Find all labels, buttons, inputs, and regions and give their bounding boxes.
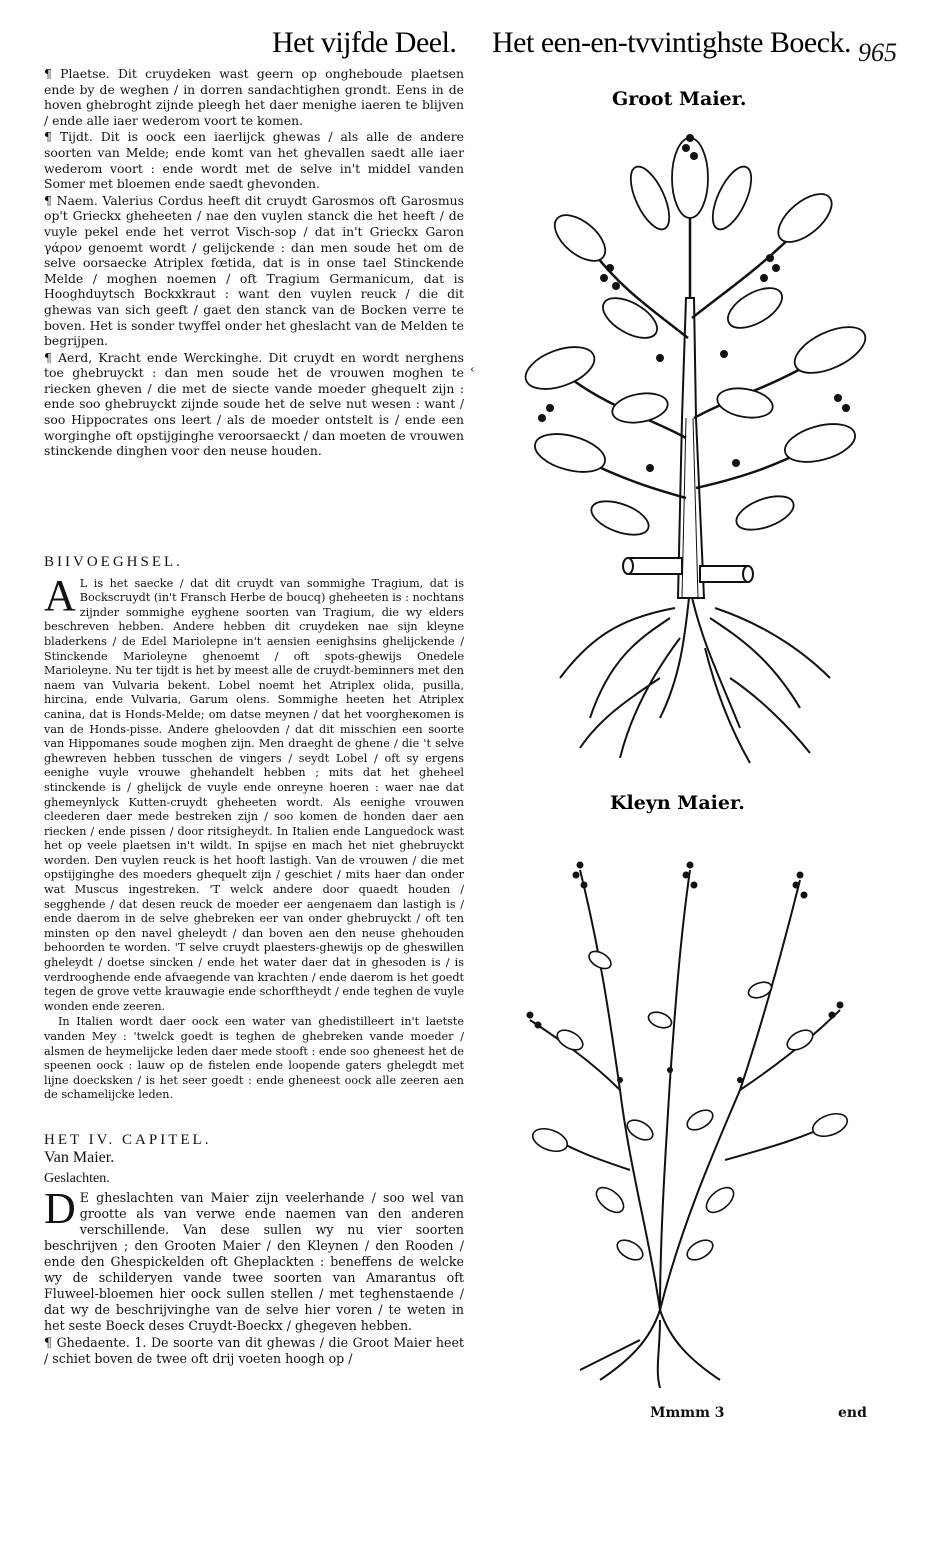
paragraph-naem: ¶ Naem. Valerius Cordus heeft dit cruydt Garosmos oft Garosmus op't Grieckx gheheeten / nae den vuylen stanck die het heeft / de vuyle pekel ende het verrot Visch-sop / dat in't Grieckx Garon γάρον genoemt wordt / gelijckende : dan men soude het om de selve oorsaecke Atriplex fœtida, dat is in onse tael Stinckende Melde / moghen noemen / oft Tragium Germanicum, dat is Hooghduytsch Bockxkraut : want den vuylen reuck / die dit ghewas van sich geeft / gaet den stanck van de Bocken verre te boven. Het is sonder twyffel onder het gheslacht van de Melden te begrijpen.	[44, 192, 464, 349]
running-head-left: Het vijfde Deel.	[272, 26, 457, 59]
chapter-heading: HET IV. CAPITEL.	[44, 1132, 212, 1148]
groot-maier-woodcut-icon	[500, 118, 880, 778]
drop-cap: D	[44, 1183, 76, 1233]
running-head-right: Het een-en-tvvintighste Boeck.	[492, 26, 852, 59]
chapter-paragraph-2: ¶ Ghedaente. 1. De soorte van dit ghewas / die Groot Maier heet / schiet boven de twee oft drij voeten hoogh op /	[44, 1334, 464, 1366]
chapter-subheading: Geslachten.	[44, 1171, 110, 1187]
paragraph-plaetse: ¶ Plaetse. Dit cruydeken wast geern op ongheboude plaetsen ende by de weghen / in dorren sandachtighen grondt. Eens in de hoven ghebroght zijnde pleegh het daer menighe iaeren te blijven / ende alle iaer wederom voort te komen.	[44, 66, 464, 128]
section-heading: BIIVOEGHSEL.	[44, 554, 183, 570]
bijvoeghsel-text-2: In Italien wordt daer oock een water van ghedistilleert in't laetste vanden Mey : 'twelck goedt is teghen de ghebreken vande moeder / alsmen de heymelijcke leden daer mede stooft : ende soo gheneest het de speenen oock : lauw op de fistelen ende loopende gaters ghelegdt met lijne doecksken / is het seer goedt : ende gheneest oock alle zeeren aen de schamelijcke leden.	[44, 1015, 464, 1102]
bijvoeghsel-section	[44, 555, 464, 1104]
chapter-paragraph: D E gheslachten van Maier zijn veelerhande / soo wel van grootte als van verwe ende naemen van den anderen verschillende. Van dese sullen wy nu vier soorten beschrijven ; den Grooten Maier / den Kleynen / den Rooden / ende den Ghespickelden oft Gheplackten : beneffens de welcke wy de schilderyen vande twee soorten van Amarantus oft Fluweel-bloemen hier oock sullen stellen / met teghenstaende / dat wy de beschrijvinghe van de selve hier voren / te weten in het seste Boeck deses Cruydt-Boeckx / ghegeven hebben.	[44, 1183, 464, 1333]
paragraph-aerd: ¶ Aerd, Kracht ende Werckinghe. Dit cruydt en wordt nerghens toe ghebruyckt : dan men soude het de vrouwen moghen te riecken gheven / die met de siecte vande moeder ghequelt zijn : ende soo ghebruyckt zijnde soude het de selve nut wesen : want / soo Hippocrates ons leert / als de moeder ontstelt is / ende een worginghe oft opstijginghe veroorsaeckt / dan moeten de vrouwen stinckende dinghen voor den neuse houden.	[44, 349, 464, 459]
caption-groot-maier: Groot Maier.	[612, 88, 747, 110]
drop-cap: A	[44, 570, 76, 620]
paragraph-tijdt: ¶ Tijdt. Dit is oock een iaerlijck ghewas / als alle de andere soorten van Melde; ende komt van het ghevallen saedt alle iaer wederom voort : ende wordt met de selve in't middel vanden Somer met bloemen ende saedt ghevonden.	[44, 129, 464, 192]
chapter-section	[44, 1133, 464, 1368]
chapter-subtitle: Van Maier.	[44, 1148, 115, 1166]
kleyn-maier-woodcut-icon	[510, 840, 870, 1390]
signature-mark: Mmmm 3	[650, 1405, 725, 1421]
page-number: 965	[858, 38, 897, 67]
bijvoeghsel-text: A L is het saecke / dat dit cruydt van sommighe Tragium, dat is Bockscruydt (in't Fransch Herbe de boucq) gheheeten is : nochtans zijnder sommighe eyghene soorten van Tragium, die wy elders beschreven hebben. Andere hebben dit cruydeken nae sijn kleyne bladerkens / de Edel Mariolepne in't aensien eenighsins ghelijckende / Stinckende Marioleyne ghenoemt / oft spots-ghewijs Onedele Marioleyne. Nu ter tijdt is het by meest alle de cruydt-beminners met den naem van Vulvaria bekent. Lobel noemt het Atriplex olida, pusilla, hircina, ende Vulvaria, Garum olens. Sommighe heeten het Atriplex canina, dat is Honds-Melde; om datse meynen / dat het voorgheкomen is van de Honds-pisse. Andere gheloovden / dat dit misschien een soorte van Hippomanes soude moghen zijn. Men draeght de ghene / die 't selve ghewreven hebben tusschen de vingers / seydt Lobel / oft sy ergens eenighe vuyle vrouwe ghehandelt hebben ; mits dat het gheheel stinckende is / ghelijck de vuyle ende onreyne hoeren : waer nae dat ghemeynlyck Kutten-cruydt gheheeten wordt. Als eenighe vrouwen cleederen daer mede bestreken zijn / soo komen de honden daer aen riecken / ende pissen / door ritsigheydt. In Italien ende Languedock wast het op veele plaetsen in't wildt. In spijse en mach het niet ghebruyckt worden. Den vuylen reuck is het hooft lastigh. Van de vrouwen / die met opstijginghe des moeders ghequelt zijn / geschiet / mits haer dan onder wat Muscus ingestreken. 'T welck andere door quaedt houden / segghende / dat desen reuck de moeder eer aengenaem dan lastigh is / ende daerom in de selve ghebreken eer van onder ghebruyckt / oft ten minsten op den navel gheleydt / dan boven aen den neuse ghehouden behoorden te worden. 'T selve cruydt plaesters-ghewijs op de gheswillen gheleydt / doetse sincken / ende het water daer dat in ghesoden is / is verdrooghende ende afvaegende van krachten / ende daerom is het goedt tegen de grove vette krauwagie ende schorftheydt / ende teghen de vuyle wonden ende zeeren.	[44, 570, 464, 1013]
catchword: end	[838, 1405, 867, 1421]
margin-mark: ‹	[470, 362, 475, 376]
text-column	[44, 66, 464, 460]
caption-kleyn-maier: Kleyn Maier.	[610, 792, 745, 814]
